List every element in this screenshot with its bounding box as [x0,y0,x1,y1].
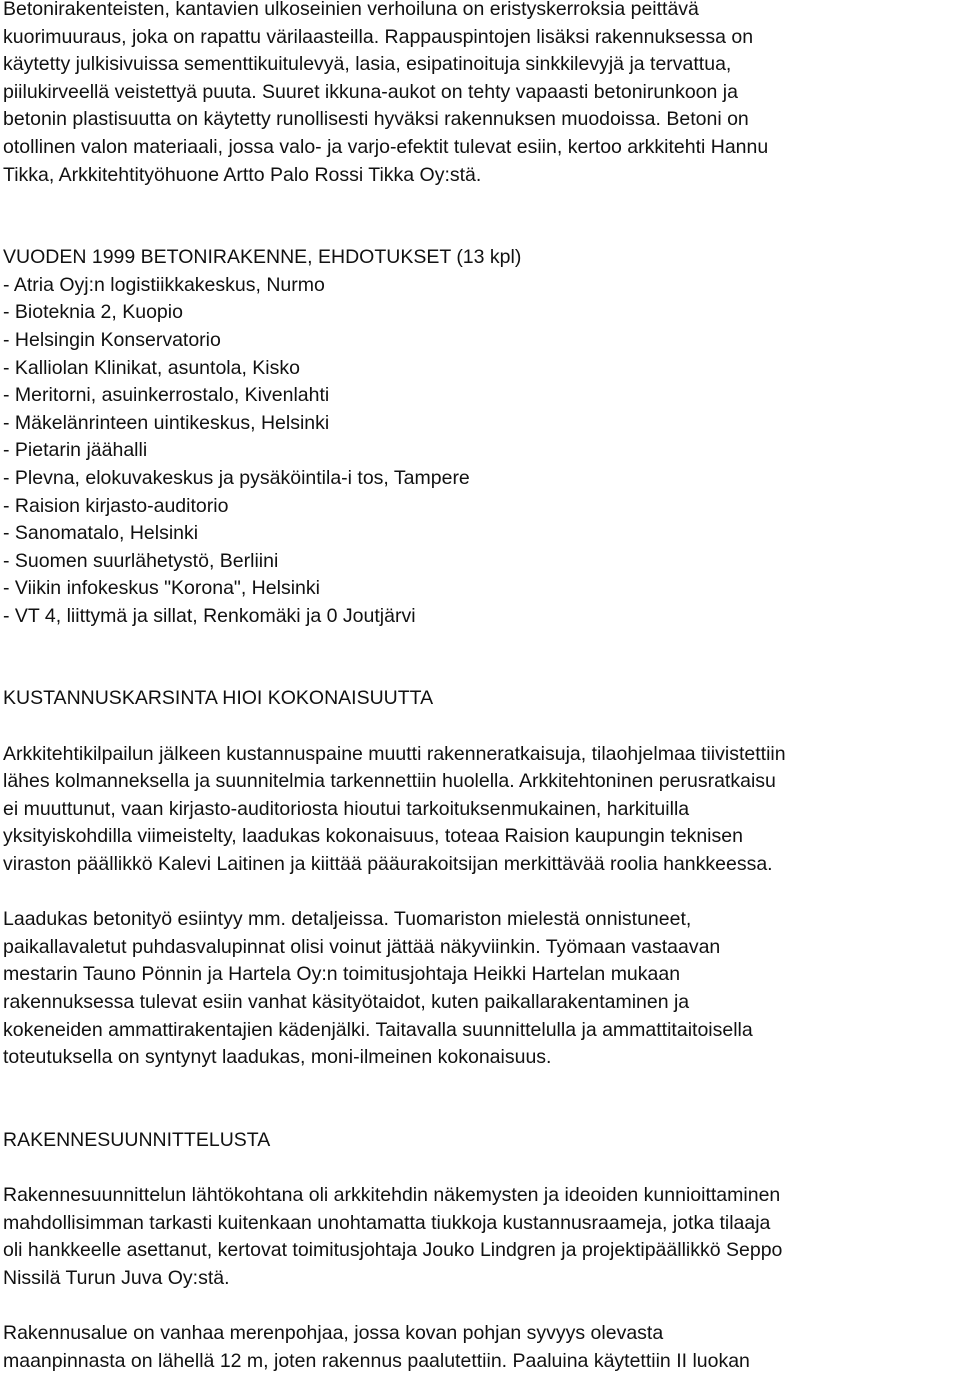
cost-section-heading: KUSTANNUSKARSINTA HIOI KOKONAISUUTTA [3,687,434,710]
list-item: - VT 4, liittymä ja sillat, Renkomäki ja 0 Joutjärvi [3,604,416,627]
list-item: - Raision kirjasto-auditorio [3,494,229,517]
document-page [3,0,955,1375]
cost-paragraph-1: Arkkitehtikilpailun jälkeen kustannuspaine muutti rakenneratkaisuja, tilaohjelmaa tiivistettiin lähes kolmanneksella ja suunnitelmia tarkennettiin huolella. Arkkitehtoninen perusratkaisu ei muuttunut, vaan kirjasto-auditoriosta hioutui tarkoituksenmukainen, harkituilla yksityiskohdilla viimeistelty, laadukas kokonaisuus, toteaa Raision kaupungin teknisen viraston päällikkö Kalevi Laitinen ja kiittää pääurakoitsijan merkittävää roolia hankkeessa. [3,742,786,876]
design-paragraph-1: Rakennesuunnittelun lähtökohtana oli arkkitehdin näkemysten ja ideoiden kunnioittaminen mahdollisimman tarkasti kuitenkaan unohtamatta tiukkoja kustannusraameja, jotka tilaaja oli hankkeelle asettanut, kertovat toimitusjohtaja Jouko Lindgren ja projektipäällikkö Seppo Nissilä Turun Juva Oy:stä. [3,1183,783,1289]
list-item: - Mäkelänrinteen uintikeskus, Helsinki [3,411,330,434]
nominees-list [3,272,955,631]
list-item: - Sanomatalo, Helsinki [3,522,199,545]
design-section-heading: RAKENNESUUNNITTELUSTA [3,1128,271,1151]
list-item: - Kalliolan Klinikat, asuntola, Kisko [3,356,300,379]
intro-paragraph: Betonirakenteisten, kantavien ulkoseinien verhoiluna on eristyskerroksia peittävä kuorimuuraus, joka on rapattu värilaasteilla. Rappauspintojen lisäksi rakennuksessa on käytetty julkisivuissa sementtikuitulevyä, lasia, esipatinoituja sinkkilevyjä ja tervattua, piilukirveellä veistettyä puuta. Suuret ikkuna-aukot on tehty vapaasti betonirunkoon ja betonin plastisuutta on käytetty runollisesti hyväksi rakennuksen muodoissa. Betoni on otollinen valon materiaali, jossa valo- ja varjo-efektit tulevat esiin, kertoo arkkitehti Hannu Tikka, Arkkitehtityöhuone Artto Palo Rossi Tikka Oy:stä. [3,0,769,186]
list-item: - Helsingin Konservatorio [3,328,221,351]
list-item: - Suomen suurlähetystö, Berliini [3,549,279,572]
design-paragraph-2: Rakennusalue on vanhaa merenpohjaa, jossa kovan pohjan syvyys olevasta maanpinnasta on lähellä 12 m, joten rakennus paalutettiin. Paaluina käytettiin II luokan [3,1321,750,1372]
nominees-title: VUODEN 1999 BETONIRAKENNE, EHDOTUKSET (13 kpl) [3,246,522,269]
list-item: - Meritorni, asuinkerrostalo, Kivenlahti [3,384,330,407]
list-item: - Viikin infokeskus "Korona", Helsinki [3,577,320,600]
list-item: - Pietarin jäähalli [3,439,148,462]
list-item: - Atria Oyj:n logistiikkakeskus, Nurmo [3,273,325,296]
list-item: - Bioteknia 2, Kuopio [3,301,183,324]
nominees-section [3,244,955,630]
cost-paragraph-2: Laadukas betonityö esiintyy mm. detaljeissa. Tuomariston mielestä onnistuneet, paikallavaletut puhdasvalupinnat olisi voinut jättää näkyviinkin. Työmaan vastaavan mestarin Tauno Pönnin ja Hartela Oy:n toimitusjohtaja Heikki Hartelan mukaan rakennuksessa tulevat esiin vanhat käsityötaidot, kuten paikallarakentaminen ja kokeneiden ammattirakentajien kädenjälki. Taitavalla suunnittelulla ja ammattitaitoisella toteutuksella on syntynyt laadukas, moni-ilmeinen kokonaisuus. [3,908,753,1069]
list-item: - Plevna, elokuvakeskus ja pysäköintila-i tos, Tampere [3,466,470,489]
